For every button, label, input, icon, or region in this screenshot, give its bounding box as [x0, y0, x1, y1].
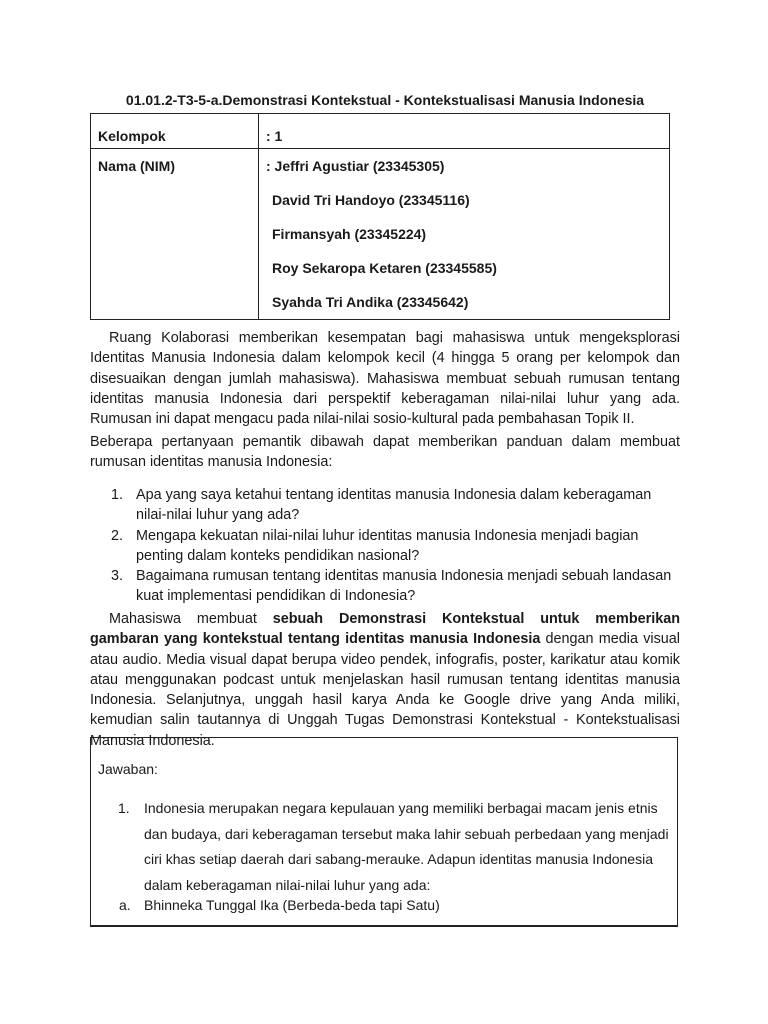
- question-text: Mengapa kekuatan nilai-nilai luhur identitas manusia Indonesia menjadi bagian penting dalam konteks pendidikan nasional?: [136, 527, 639, 564]
- member-name: Syahda Tri Andika (23345642): [272, 294, 469, 310]
- answer-item: [118, 796, 674, 898]
- question-number: 2.: [111, 527, 124, 544]
- question-text: Apa yang saya ketahui tentang identitas manusia Indonesia dalam keberagaman nilai-nilai luhur yang ada?: [136, 487, 652, 524]
- prompt-paragraph: Beberapa pertanyaan pemantik dibawah dapat memberikan panduan dalam membuat rumusan identitas manusia Indonesia:: [90, 434, 680, 471]
- question-list: [90, 485, 680, 607]
- answer-sub-letter: a.: [119, 897, 131, 913]
- list-item: [111, 526, 680, 567]
- list-item: [111, 566, 680, 607]
- kelompok-value: : 1: [259, 114, 670, 149]
- answer-number: 1.: [118, 800, 130, 816]
- kelompok-label: Kelompok: [91, 114, 259, 149]
- question-number: 1.: [111, 487, 124, 503]
- nama-label: Nama (NIM): [91, 149, 259, 320]
- member-name: Roy Sekaropa Ketaren (23345585): [272, 260, 497, 276]
- question-text: Bagaimana rumusan tentang identitas manusia Indonesia menjadi sebuah landasan kuat implementasi pendidikan di Indonesia?: [136, 568, 672, 605]
- member-name: David Tri Handoyo (23345116): [272, 192, 470, 208]
- group-info-table: [90, 113, 670, 320]
- answer-sub-text: Bhinneka Tunggal Ika (Berbeda-beda tapi Satu): [144, 897, 440, 913]
- member-name: Firmansyah (23345224): [272, 226, 427, 242]
- answer-text: Indonesia merupakan negara kepulauan yang memiliki berbagai macam jenis etnis dan budaya, dari keberagaman tersebut maka lahir sebuah perbedaan yang menjadi ciri khas setiap daerah dari sabang-merauke. Adapun identitas manusia Indonesia dalam keberagaman nilai-nilai luhur yang ada:: [144, 800, 669, 893]
- kelompok-row: [91, 114, 670, 149]
- nama-row: [91, 149, 670, 320]
- member-list: [266, 149, 669, 319]
- answer-box: [90, 737, 678, 927]
- instruction-paragraph: Mahasiswa membuat sebuah Demonstrasi Kontekstual untuk memberikan gambaran yang kontekstual tentang identitas manusia Indonesia dengan media visual atau audio. Media visual dapat berupa video pendek, infografis, poster, karikatur atau komik atau menggunakan podcast untuk menjelaskan hasil rumusan tentang identitas manusia Indonesia. Selanjutnya, unggah hasil karya Anda ke Google drive yang Anda miliki, kemudian salin tautannya di Unggah Tugas Demonstrasi Kontekstual - Kontekstualisasi Manusia Indonesia.: [90, 611, 681, 749]
- instruction-emphasis: sebuah Demonstrasi Kontekstual untuk memberikan gambaran yang kontekstual tentang identitas manusia Indonesia: [90, 611, 681, 648]
- list-item: [111, 485, 680, 526]
- document-title: 01.01.2-T3-5-a.Demonstrasi Kontekstual - Kontekstualisasi Manusia Indonesia: [125, 92, 645, 108]
- answer-label: Jawaban:: [98, 761, 158, 777]
- member-name: : Jeffri Agustiar (23345305): [266, 158, 445, 174]
- question-number: 3.: [111, 568, 124, 585]
- intro-paragraph: Ruang Kolaborasi memberikan kesempatan bagi mahasiswa untuk mengeksplorasi Identitas Manusia Indonesia dalam kelompok kecil (4 hingga 5 orang per kelompok dan disesuaikan dengan jumlah mahasiswa). Mahasiswa membuat sebuah rumusan tentang identitas manusia Indonesia dari perspektif keberagaman nilai-nilai luhur yang ada. Rumusan ini dapat mengacu pada nilai-nilai sosio-kultural pada pembahasan Topik II.: [90, 330, 680, 428]
- answer-subitem: [119, 897, 440, 913]
